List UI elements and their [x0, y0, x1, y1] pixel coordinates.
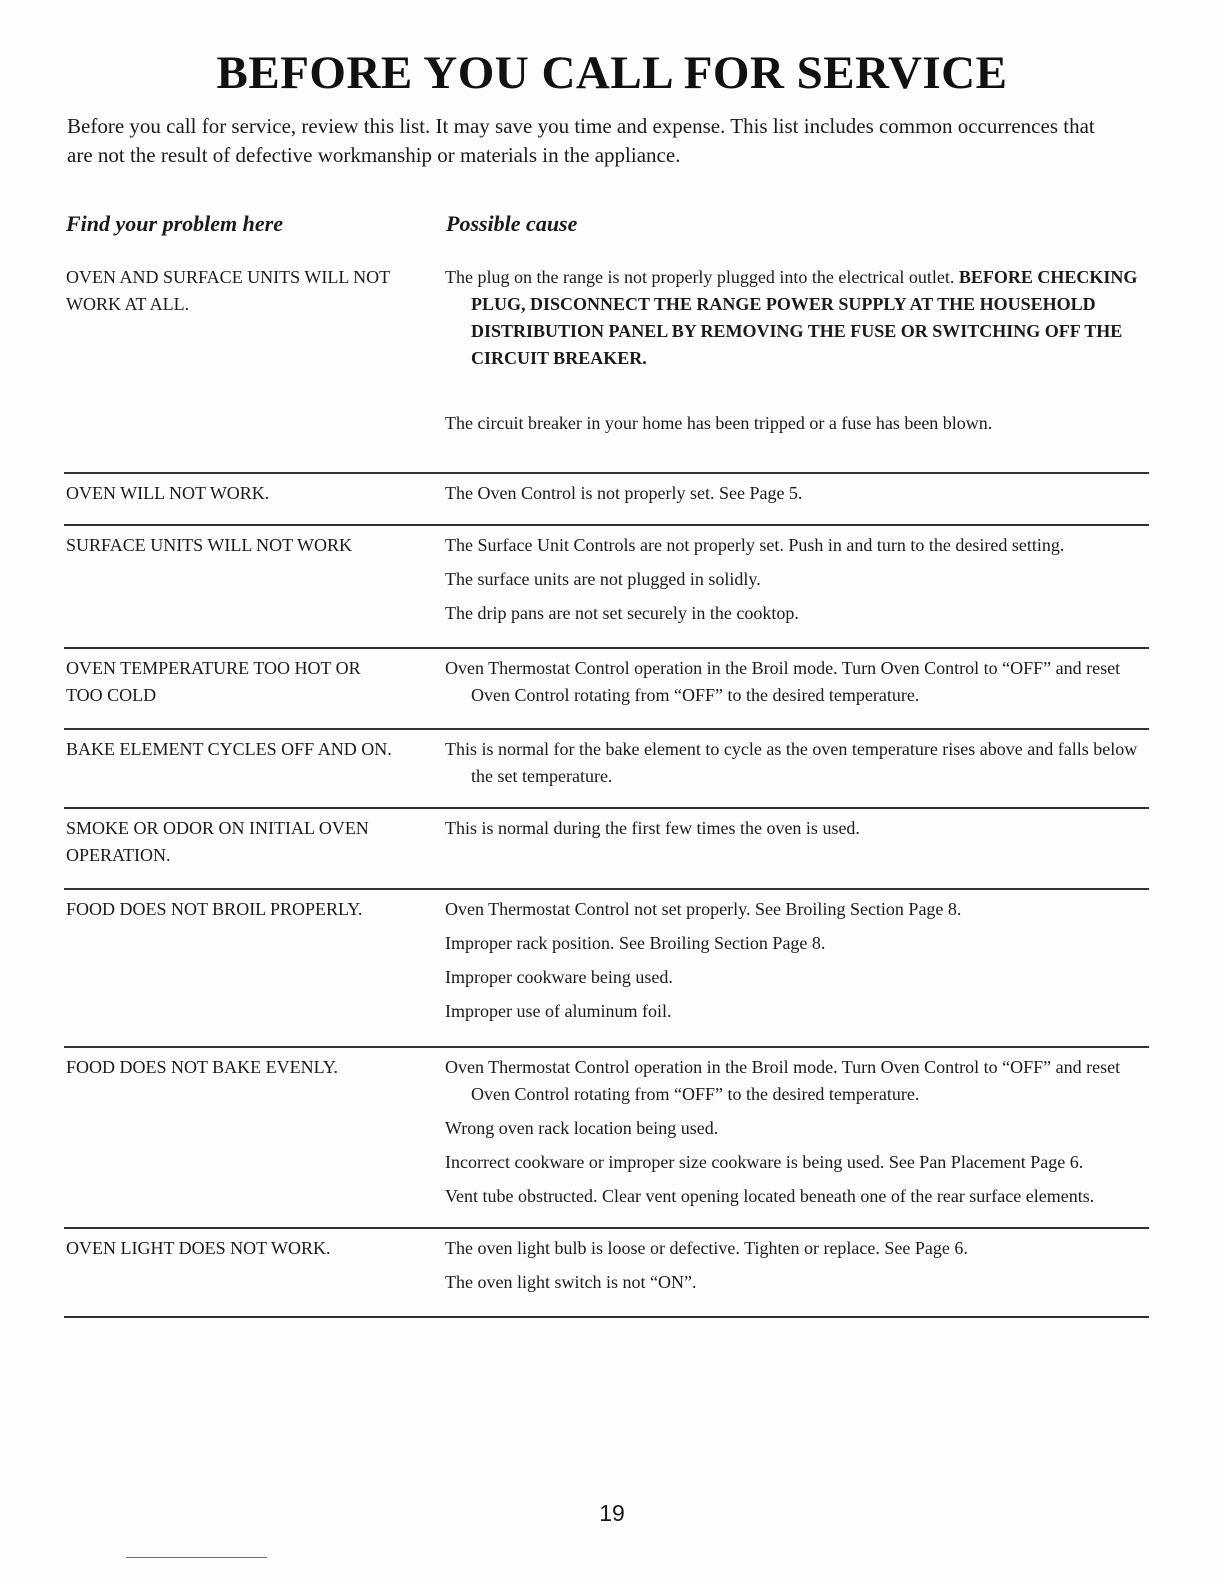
cause-item: Incorrect cookware or improper size cookware is being used. See Pan Placement Page 6. [445, 1152, 1084, 1172]
problem-text: FOOD DOES NOT BROIL PROPERLY. [66, 899, 363, 919]
cause-list [445, 526, 1149, 627]
cause-list [445, 404, 1149, 437]
cause-item: The oven light bulb is loose or defective. Tighten or replace. See Page 6. [445, 1238, 968, 1258]
table-row [64, 474, 1149, 526]
cause-item: Oven Thermostat Control not set properly. See Broiling Section Page 8. [445, 899, 962, 919]
problem-text: SMOKE OR ODOR ON INITIAL OVEN OPERATION. [66, 818, 369, 865]
table-row [64, 730, 1149, 809]
cause-list [445, 890, 1149, 1025]
table-row [64, 526, 1149, 649]
cause-item [445, 264, 1149, 372]
cause-item: Improper cookware being used. [445, 967, 673, 987]
problem-text: FOOD DOES NOT BAKE EVENLY. [66, 1057, 339, 1077]
cause-item: Improper use of aluminum foil. [445, 1001, 672, 1021]
cause-item: This is normal for the bake element to cycle as the oven temperature rises above and falls below the set temperature. [445, 739, 1138, 786]
page-number: 19 [599, 1500, 625, 1526]
cause-item: The circuit breaker in your home has been tripped or a fuse has been blown. [445, 413, 993, 433]
cause-list [445, 1229, 1149, 1296]
cause-item: The oven light switch is not “ON”. [445, 1272, 697, 1292]
cause-item: Oven Thermostat Control operation in the Broil mode. Turn Oven Control to “OFF” and reset Oven Control rotating from “OFF” to the desired temperature. [445, 1057, 1121, 1104]
cause-item: The Surface Unit Controls are not properly set. Push in and turn to the desired setting. [445, 535, 1065, 555]
intro-paragraph: Before you call for service, review this list. It may save you time and expense. This list includes common occurrences that are not the result of defective workmanship or materials in the appliance. [67, 114, 1095, 167]
troubleshooting-table [64, 258, 1149, 1318]
cause-list [445, 474, 1149, 507]
cause-item: Oven Thermostat Control operation in the Broil mode. Turn Oven Control to “OFF” and reset Oven Control rotating from “OFF” to the desired temperature. [445, 658, 1121, 705]
problem-text: BAKE ELEMENT CYCLES OFF AND ON. [66, 739, 392, 759]
table-row [64, 649, 1149, 730]
cause-list [445, 649, 1149, 709]
cause-list [445, 1048, 1149, 1210]
cause-item: The drip pans are not set securely in the cooktop. [445, 603, 799, 623]
table-row [64, 1048, 1149, 1229]
cause-column-header: Possible cause [446, 211, 578, 236]
problem-text: OVEN AND SURFACE UNITS WILL NOT WORK AT ALL. [66, 267, 390, 314]
cause-item: Vent tube obstructed. Clear vent opening located beneath one of the rear surface elements. [445, 1186, 1095, 1206]
problem-text: OVEN TEMPERATURE TOO HOT OR TOO COLD [66, 658, 361, 705]
cause-item: Improper rack position. See Broiling Section Page 8. [445, 933, 826, 953]
table-row [64, 809, 1149, 890]
table-row [64, 1229, 1149, 1318]
cause-list [445, 730, 1149, 790]
table-row [64, 258, 1149, 404]
problem-text: OVEN LIGHT DOES NOT WORK. [66, 1238, 331, 1258]
problem-column-header: Find your problem here [66, 211, 283, 236]
table-row [64, 404, 1149, 474]
cause-text: The plug on the range is not properly plugged into the electrical outlet. [445, 267, 959, 287]
footer-rule [126, 1557, 267, 1558]
cause-list [445, 258, 1149, 372]
cause-item: Wrong oven rack location being used. [445, 1118, 719, 1138]
warning-text: BEFORE CHECKING PLUG, DISCONNECT THE RANGE POWER SUPPLY AT THE HOUSEHOLD DISTRIBUTION PANEL BY REMOVING THE FUSE OR SWITCHING OFF THE CIRCUIT BREAKER. [471, 267, 1138, 368]
cause-item: The surface units are not plugged in solidly. [445, 569, 761, 589]
page-title: BEFORE YOU CALL FOR SERVICE [216, 47, 1008, 99]
cause-item: This is normal during the first few times the oven is used. [445, 818, 860, 838]
cause-list [445, 809, 1149, 842]
cause-item: The Oven Control is not properly set. See Page 5. [445, 483, 803, 503]
problem-text: OVEN WILL NOT WORK. [66, 483, 270, 503]
table-row [64, 890, 1149, 1048]
problem-text: SURFACE UNITS WILL NOT WORK [66, 535, 353, 555]
